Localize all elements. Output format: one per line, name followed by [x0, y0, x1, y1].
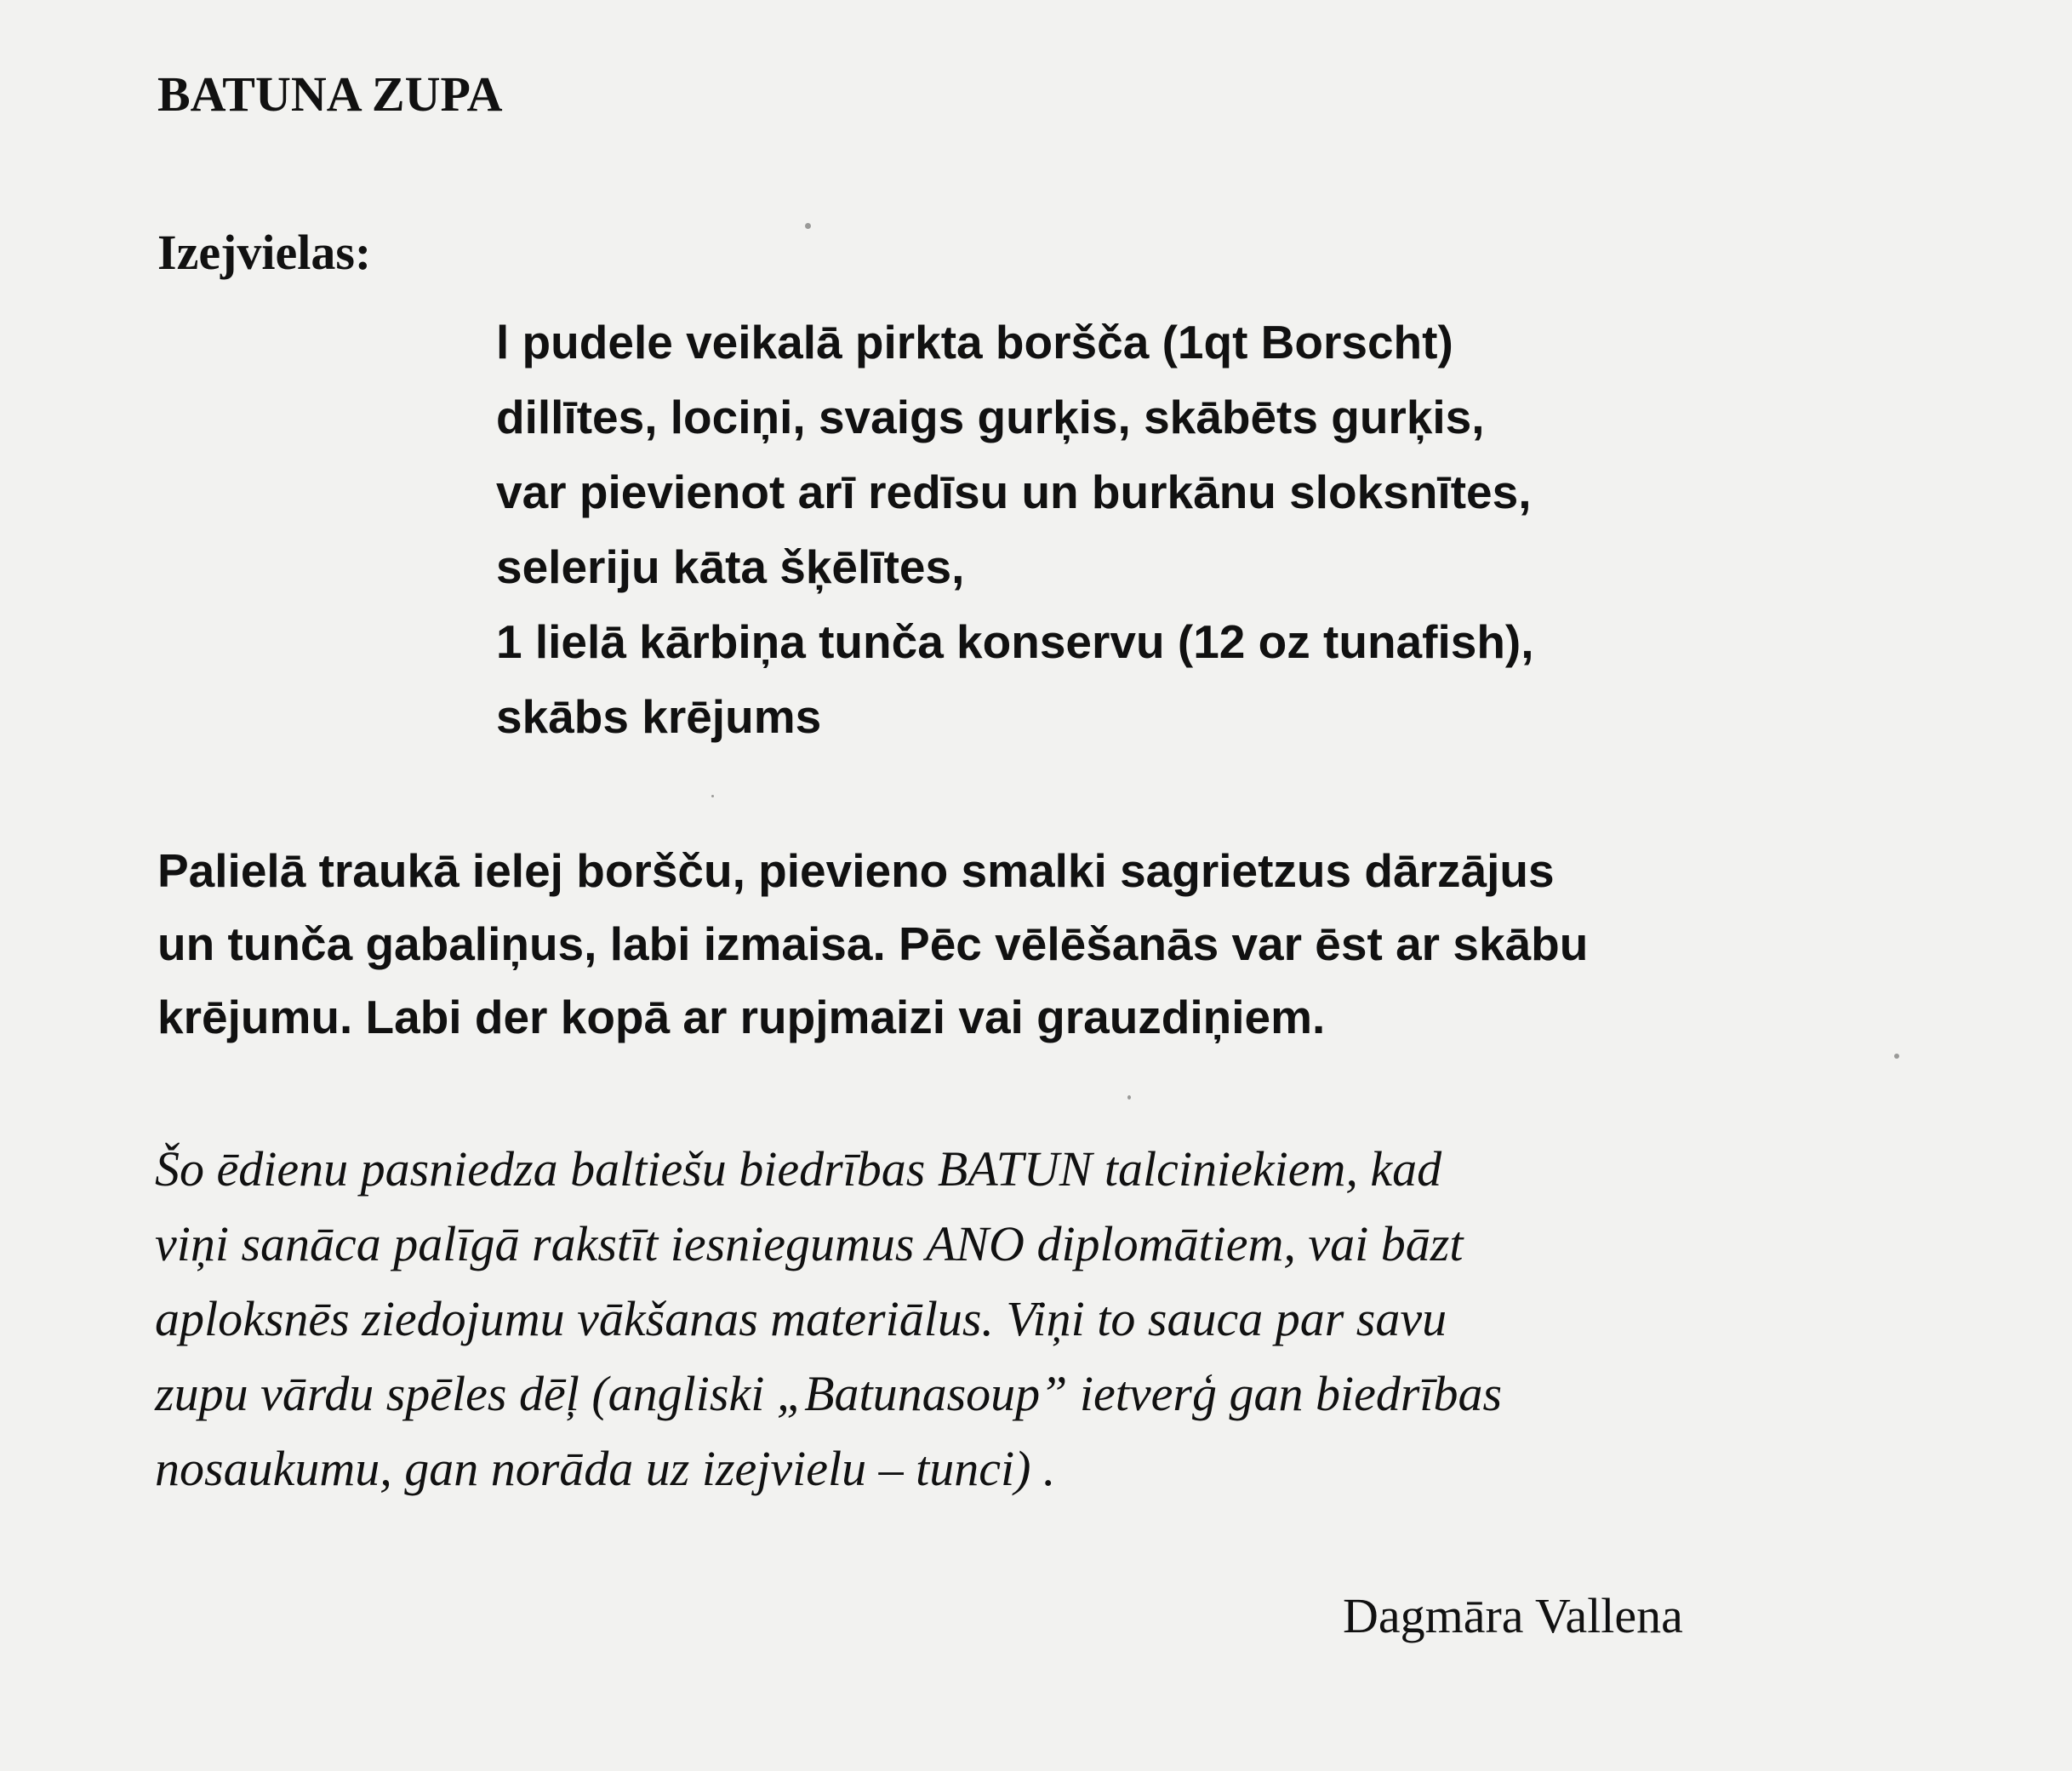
ingredient-line: 1 lielā kārbiņa tunča konservu (12 oz tunafish),	[496, 615, 1534, 668]
paper-speck	[711, 795, 714, 797]
paper-speck	[1894, 1054, 1899, 1059]
ingredient-line: seleriju kāta šķēlītes,	[496, 540, 965, 593]
ingredient-line: l pudele veikalā pirkta boršča (1qt Borscht)	[496, 316, 1453, 368]
paper-speck	[1127, 1095, 1131, 1100]
ingredients-list	[496, 305, 1534, 754]
note-line: nosaukumu, gan norāda uz izejvielu – tunci) .	[155, 1441, 1056, 1496]
ingredient-line: skābs krējums	[496, 690, 822, 743]
note-line: viņi sanāca palīgā rakstīt iesniegumus ANO diplomātiem, vai bāzt	[155, 1216, 1464, 1271]
note-line: zupu vārdu spēles dēļ (angliski „Batunasoup” ietverģ gan biedrības	[155, 1366, 1503, 1421]
instructions-paragraph	[157, 834, 1588, 1054]
author-signature: Dagmāra Vallena	[1343, 1588, 1683, 1643]
note-line: aploksnēs ziedojumu vākšanas materiālus. Viņi to sauca par savu	[155, 1291, 1447, 1346]
recipe-title: BATUNA ZUPA	[157, 66, 503, 122]
ingredient-line: var pievienot arī redīsu un burkānu sloksnītes,	[496, 466, 1532, 518]
instructions-line: un tunča gabaliņus, labi izmaisa. Pēc vēlēšanās var ēst ar skābu	[157, 917, 1589, 970]
ingredient-line: dillītes, lociņi, svaigs gurķis, skābēts gurķis,	[496, 391, 1485, 443]
history-note	[155, 1132, 1502, 1506]
instructions-line: Palielā traukā ielej boršču, pievieno smalki sagrietzus dārzājus	[157, 844, 1555, 897]
paper-speck	[805, 223, 811, 229]
instructions-line: krējumu. Labi der kopā ar rupjmaizi vai grauzdiņiem.	[157, 991, 1326, 1043]
ingredients-heading: Izejvielas:	[157, 225, 372, 280]
note-line: Šo ēdienu pasniedza baltiešu biedrības BATUN talciniekiem, kad	[155, 1141, 1442, 1197]
